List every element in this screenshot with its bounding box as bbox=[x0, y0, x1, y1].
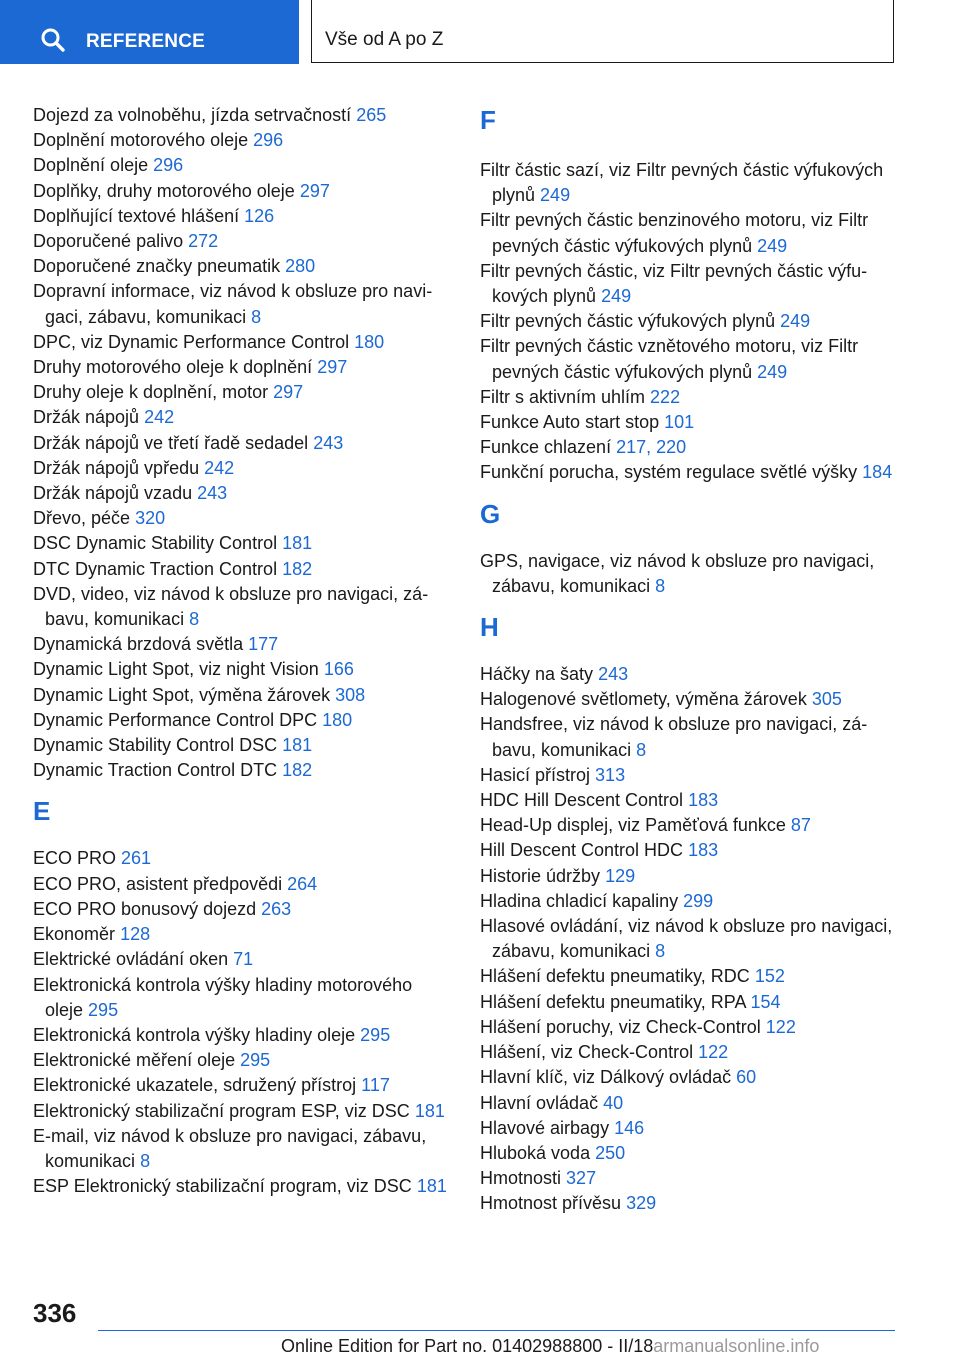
index-page-link[interactable]: 71 bbox=[233, 949, 254, 970]
index-entry-text: DVD, video, viz návod k obsluze pro navigaci, zábavu, komunikaci bbox=[33, 583, 429, 630]
index-entry-text: Filtr s aktivním uhlím bbox=[480, 386, 646, 407]
footer-watermark: armanualsonline.info bbox=[653, 1336, 820, 1356]
index-entry bbox=[480, 964, 895, 989]
index-entry bbox=[33, 1073, 448, 1098]
reference-tab[interactable] bbox=[0, 0, 299, 64]
index-letter-f: F bbox=[480, 105, 496, 135]
index-entry-text: Elektronický stabilizační program ESP, viz DSC bbox=[33, 1100, 410, 1121]
index-page-link[interactable]: 297 bbox=[273, 382, 304, 403]
index-entry bbox=[480, 712, 895, 762]
index-entry-text: Handsfree, viz návod k obsluze pro navigaci, zábavu, komunikaci bbox=[480, 714, 868, 760]
index-column-left bbox=[33, 103, 448, 1199]
index-entry bbox=[33, 758, 448, 783]
index-entry-text: Držák nápojů vpředu bbox=[33, 457, 200, 478]
index-entry bbox=[480, 662, 895, 687]
index-page-link[interactable]: 166 bbox=[323, 659, 354, 680]
index-page-link[interactable]: 8 bbox=[251, 306, 262, 327]
index-entry bbox=[33, 582, 448, 632]
index-page-link[interactable]: 295 bbox=[240, 1050, 271, 1071]
index-entry-text: Hlášení defektu pneumatiky, RPA bbox=[480, 991, 746, 1012]
index-page-link[interactable]: 101 bbox=[664, 412, 695, 433]
index-page-link[interactable]: 242 bbox=[144, 407, 175, 428]
index-entry-text: Halogenové světlomety, výměna žárovek bbox=[480, 689, 807, 710]
index-entry bbox=[480, 309, 895, 334]
index-group-h bbox=[480, 662, 895, 1216]
index-entry bbox=[480, 1141, 895, 1166]
index-page-link[interactable]: 297 bbox=[317, 357, 348, 378]
index-entry-text: Doplňky, druhy motorového oleje bbox=[33, 180, 295, 201]
index-entry bbox=[33, 1124, 448, 1174]
index-entry-text: Filtr pevných částic benzinového motoru, viz Filtr pevných částic výfukových plynů bbox=[480, 210, 869, 256]
index-entry bbox=[480, 788, 895, 813]
index-entry bbox=[33, 506, 448, 531]
index-page-link[interactable]: 8 bbox=[189, 609, 200, 630]
index-page-link[interactable]: 313 bbox=[595, 764, 626, 785]
index-page-link[interactable]: 181 bbox=[282, 533, 313, 554]
index-page-link[interactable]: 128 bbox=[120, 924, 151, 945]
index-entry bbox=[480, 435, 895, 460]
index-entry bbox=[33, 481, 448, 506]
index-page-link[interactable]: 117 bbox=[361, 1075, 390, 1096]
index-page-link[interactable]: 222 bbox=[650, 386, 681, 407]
index-page-link[interactable]: 272 bbox=[188, 231, 219, 252]
index-entry-text: Head-Up displej, viz Paměťová funkce bbox=[480, 815, 786, 836]
index-page-link[interactable]: 8 bbox=[636, 739, 647, 760]
index-page-link[interactable]: 183 bbox=[688, 790, 719, 811]
index-entry-text: Elektronické měření oleje bbox=[33, 1050, 236, 1071]
index-entry bbox=[33, 1048, 448, 1073]
index-entry-text: DPC, viz Dynamic Performance Control bbox=[33, 331, 350, 352]
index-entry-text: Dojezd za volnoběhu, jízda setrvačností bbox=[33, 105, 352, 125]
index-entry bbox=[33, 153, 448, 178]
index-group-g bbox=[480, 549, 895, 599]
index-entry bbox=[33, 846, 448, 871]
index-page-link[interactable]: 243 bbox=[598, 664, 629, 685]
index-entry-text: Hasicí přístroj bbox=[480, 764, 591, 785]
index-page-link[interactable]: 249 bbox=[757, 361, 788, 382]
index-entry-text: ECO PRO bbox=[33, 848, 117, 869]
index-page-link[interactable]: 249 bbox=[780, 311, 811, 332]
index-group-e bbox=[33, 846, 448, 1199]
index-entry-text: Dynamic Stability Control DSC bbox=[33, 735, 278, 756]
index-page-link[interactable]: 182 bbox=[282, 558, 313, 579]
index-page-link[interactable]: 263 bbox=[261, 898, 292, 919]
index-page-link[interactable]: 8 bbox=[655, 941, 666, 962]
index-entry bbox=[33, 632, 448, 657]
index-page-link[interactable]: 177 bbox=[248, 634, 279, 655]
breadcrumb-text: Vše od A po Z bbox=[325, 29, 444, 50]
index-entry bbox=[33, 355, 448, 380]
index-entry-text: Hlasové ovládání, viz návod k obsluze pro navigaci, zábavu, komunikaci bbox=[480, 916, 893, 962]
index-entry-text: Funkce Auto start stop bbox=[480, 412, 660, 433]
index-page-link[interactable]: 242 bbox=[204, 457, 235, 478]
index-entry-text: DSC Dynamic Stability Control bbox=[33, 533, 278, 554]
index-entry bbox=[33, 922, 448, 947]
index-entry-text: Elektronické ukazatele, sdružený přístroj bbox=[33, 1075, 357, 1096]
index-entry bbox=[33, 179, 448, 204]
index-entry-text: Hlášení poruchy, viz Check-Control bbox=[480, 1016, 761, 1037]
page-header bbox=[0, 0, 960, 66]
index-page-link[interactable]: 154 bbox=[750, 991, 781, 1012]
index-page-link[interactable]: 327 bbox=[566, 1168, 597, 1189]
index-entry bbox=[33, 1099, 448, 1124]
index-entry-text: Elektrické ovládání oken bbox=[33, 949, 229, 970]
index-letter-g: G bbox=[480, 498, 501, 529]
index-entry bbox=[33, 733, 448, 758]
index-entry-text: Hill Descent Control HDC bbox=[480, 840, 684, 861]
index-entry-text: DTC Dynamic Traction Control bbox=[33, 558, 278, 579]
index-entry bbox=[480, 687, 895, 712]
index-page-link[interactable]: 182 bbox=[282, 760, 313, 781]
index-entry-text: Hlášení, viz Check-Control bbox=[480, 1042, 694, 1063]
index-page-link[interactable]: 249 bbox=[540, 185, 571, 206]
index-letter-h: H bbox=[480, 612, 499, 643]
index-entry bbox=[480, 158, 895, 208]
index-entry-text: Elektronická kontrola výšky hladiny oleje bbox=[33, 1024, 356, 1045]
index-entry bbox=[33, 103, 448, 128]
index-entry bbox=[480, 1166, 895, 1191]
index-entry-text: ECO PRO, asistent předpovědi bbox=[33, 873, 283, 894]
index-entry bbox=[33, 657, 448, 682]
index-entry-text: Ekonoměr bbox=[33, 924, 116, 945]
index-entry-text: Držák nápojů bbox=[33, 407, 140, 428]
index-entry bbox=[33, 973, 448, 1023]
index-entry-text: Historie údržby bbox=[480, 865, 601, 886]
index-page-link[interactable]: 249 bbox=[757, 235, 788, 256]
index-page-link[interactable]: 122 bbox=[698, 1042, 729, 1063]
index-entry-text: Hmotnosti bbox=[480, 1168, 562, 1189]
page-number: 336 bbox=[33, 1298, 77, 1328]
index-entry bbox=[480, 259, 895, 309]
index-entry bbox=[33, 557, 448, 582]
index-entry-text: Hlavové airbagy bbox=[480, 1117, 610, 1138]
index-entry bbox=[480, 1015, 895, 1040]
index-page-link[interactable]: 181 bbox=[416, 1176, 447, 1197]
index-entry bbox=[480, 990, 895, 1015]
index-column-right bbox=[480, 103, 895, 1217]
index-entry-text: Dynamic Light Spot, viz night Vision bbox=[33, 659, 319, 680]
index-group-f bbox=[480, 158, 895, 486]
index-entry bbox=[480, 1040, 895, 1065]
index-entry-text: Doporučené značky pneumatik bbox=[33, 256, 281, 277]
index-entry-text: Držák nápojů vzadu bbox=[33, 483, 193, 504]
index-entry bbox=[480, 410, 895, 435]
index-page-link[interactable]: 243 bbox=[197, 483, 228, 504]
index-entry bbox=[33, 531, 448, 556]
index-page-link[interactable]: 297 bbox=[299, 180, 330, 201]
index-entry-text: Dynamická brzdová světla bbox=[33, 634, 244, 655]
index-entry-text: Doplnění motorového oleje bbox=[33, 130, 249, 151]
index-page-link[interactable]: 296 bbox=[153, 155, 184, 176]
index-entry-text: HDC Hill Descent Control bbox=[480, 790, 684, 811]
index-entry bbox=[33, 204, 448, 229]
index-entry bbox=[480, 763, 895, 788]
index-entry-text: Doplňující textové hlášení bbox=[33, 205, 240, 226]
index-entry bbox=[33, 872, 448, 897]
index-entry bbox=[33, 1174, 448, 1199]
reference-tab-label: REFERENCE bbox=[86, 31, 205, 52]
index-group-d bbox=[33, 103, 448, 783]
index-entry-text: GPS, navigace, viz návod k obsluze pro navigaci, zábavu, komunikaci bbox=[480, 550, 875, 596]
index-entry-text: Hlavní ovládač bbox=[480, 1092, 599, 1113]
index-entry bbox=[480, 1091, 895, 1116]
index-entry bbox=[33, 128, 448, 153]
footer-divider bbox=[98, 1330, 895, 1331]
index-page-link[interactable]: 308 bbox=[335, 684, 366, 705]
index-entry bbox=[33, 456, 448, 481]
index-page-link[interactable]: 295 bbox=[360, 1024, 391, 1045]
index-page-link[interactable]: 8 bbox=[655, 575, 666, 596]
index-entry-text: Dynamic Performance Control DPC bbox=[33, 709, 318, 730]
footer-edition-text: Online Edition for Part no. 01402988800 - II/18 bbox=[281, 1336, 654, 1356]
index-page-link[interactable]: 181 bbox=[282, 735, 313, 756]
index-entry-text: Filtr pevných částic, viz Filtr pevných částic výfukových plynů bbox=[480, 260, 868, 307]
index-entry bbox=[33, 254, 448, 279]
index-entry-text: Funkční porucha, systém regulace světlé výšky bbox=[480, 462, 858, 483]
index-entry-text: Hladina chladicí kapaliny bbox=[480, 890, 679, 911]
index-page-link[interactable]: 152 bbox=[754, 966, 785, 987]
index-entry bbox=[480, 864, 895, 889]
index-page-link[interactable]: 8 bbox=[140, 1150, 151, 1171]
index-page-link[interactable]: 181 bbox=[414, 1100, 445, 1121]
index-entry-text: Dřevo, péče bbox=[33, 508, 131, 529]
index-entry bbox=[480, 838, 895, 863]
index-entry bbox=[480, 334, 895, 384]
index-page-link[interactable]: 146 bbox=[614, 1117, 645, 1138]
index-entry bbox=[480, 208, 895, 258]
index-entry bbox=[33, 708, 448, 733]
index-entry bbox=[33, 1023, 448, 1048]
index-entry bbox=[480, 1191, 895, 1216]
index-entry bbox=[480, 549, 895, 599]
index-letter-e: E bbox=[33, 796, 51, 827]
index-entry bbox=[33, 380, 448, 405]
index-entry-text: Elektronická kontrola výšky hladiny motorového oleje bbox=[33, 974, 413, 1020]
index-page-link[interactable]: 184 bbox=[862, 462, 893, 483]
index-entry-text: Dynamic Traction Control DTC bbox=[33, 760, 278, 781]
index-page-link[interactable]: 40 bbox=[603, 1092, 624, 1113]
index-page-link[interactable]: 299 bbox=[683, 890, 714, 911]
index-entry-text: Dopravní informace, viz návod k obsluze pro navigaci, zábavu, komunikaci bbox=[33, 281, 433, 327]
index-page-link[interactable]: 217, 220 bbox=[616, 437, 687, 458]
index-entry-text: Držák nápojů ve třetí řadě sedadel bbox=[33, 432, 309, 453]
index-page-link[interactable]: 265 bbox=[356, 105, 387, 125]
footer-edition bbox=[281, 1334, 819, 1358]
index-page-link[interactable]: 180 bbox=[322, 709, 353, 730]
index-entry-text: Hmotnost přívěsu bbox=[480, 1193, 622, 1214]
index-page-link[interactable]: 249 bbox=[601, 286, 632, 307]
index-page-link[interactable]: 180 bbox=[354, 331, 385, 352]
index-page-link[interactable]: 183 bbox=[688, 840, 719, 861]
index-entry-text: Druhy motorového oleje k doplnění bbox=[33, 357, 313, 378]
index-entry-text: E-mail, viz návod k obsluze pro navigaci, zábavu, komunikaci bbox=[33, 1125, 427, 1171]
index-entry bbox=[33, 947, 448, 972]
index-entry-text: Dynamic Light Spot, výměna žárovek bbox=[33, 684, 331, 705]
index-entry bbox=[33, 683, 448, 708]
index-entry-text: Filtr částic sazí, viz Filtr pevných částic výfukových plynů bbox=[480, 160, 884, 206]
index-entry-text: Filtr pevných částic výfukových plynů bbox=[480, 311, 776, 332]
index-entry bbox=[480, 460, 895, 485]
index-page-link[interactable]: 261 bbox=[121, 848, 152, 869]
search-icon bbox=[40, 27, 66, 53]
index-page-link[interactable]: 264 bbox=[287, 873, 318, 894]
index-page-link[interactable]: 129 bbox=[605, 865, 636, 886]
index-entry bbox=[33, 229, 448, 254]
index-entry bbox=[33, 330, 448, 355]
index-entry-text: Druhy oleje k doplnění, motor bbox=[33, 382, 269, 403]
breadcrumb bbox=[311, 0, 894, 63]
index-entry-text: Doplnění oleje bbox=[33, 155, 149, 176]
index-page-link[interactable]: 122 bbox=[765, 1016, 796, 1037]
index-entry bbox=[33, 431, 448, 456]
index-entry bbox=[33, 279, 448, 329]
index-entry bbox=[33, 897, 448, 922]
index-page-link[interactable]: 305 bbox=[811, 689, 842, 710]
index-page-link[interactable]: 60 bbox=[736, 1067, 757, 1088]
index-entry-text: Doporučené palivo bbox=[33, 231, 184, 252]
index-page-link[interactable]: 87 bbox=[790, 815, 811, 836]
index-entry-text: Funkce chlazení bbox=[480, 437, 612, 458]
index-entry bbox=[480, 385, 895, 410]
index-entry-text: Hlavní klíč, viz Dálkový ovládač bbox=[480, 1067, 732, 1088]
index-entry bbox=[33, 405, 448, 430]
index-entry bbox=[480, 813, 895, 838]
index-entry-text: Filtr pevných částic vznětového motoru, viz Filtr pevných částic výfukových plynů bbox=[480, 336, 859, 382]
index-entry bbox=[480, 914, 895, 964]
index-page-link[interactable]: 126 bbox=[244, 205, 275, 226]
index-page-link[interactable]: 295 bbox=[88, 999, 119, 1020]
index-entry bbox=[480, 1065, 895, 1090]
index-entry bbox=[480, 889, 895, 914]
index-page-link[interactable]: 250 bbox=[595, 1142, 626, 1163]
index-page-link[interactable]: 329 bbox=[626, 1193, 657, 1214]
index-page-link[interactable]: 320 bbox=[135, 508, 166, 529]
index-entry-text: ECO PRO bonusový dojezd bbox=[33, 898, 257, 919]
index-entry-text: Hluboká voda bbox=[480, 1142, 591, 1163]
index-page-link[interactable]: 280 bbox=[285, 256, 316, 277]
index-entry-text: Hlášení defektu pneumatiky, RDC bbox=[480, 966, 750, 987]
index-entry bbox=[480, 1116, 895, 1141]
index-entry-text: Háčky na šaty bbox=[480, 664, 594, 685]
index-page-link[interactable]: 243 bbox=[313, 432, 344, 453]
index-page-link[interactable]: 296 bbox=[253, 130, 284, 151]
index-entry-text: ESP Elektronický stabilizační program, viz DSC bbox=[33, 1176, 412, 1197]
